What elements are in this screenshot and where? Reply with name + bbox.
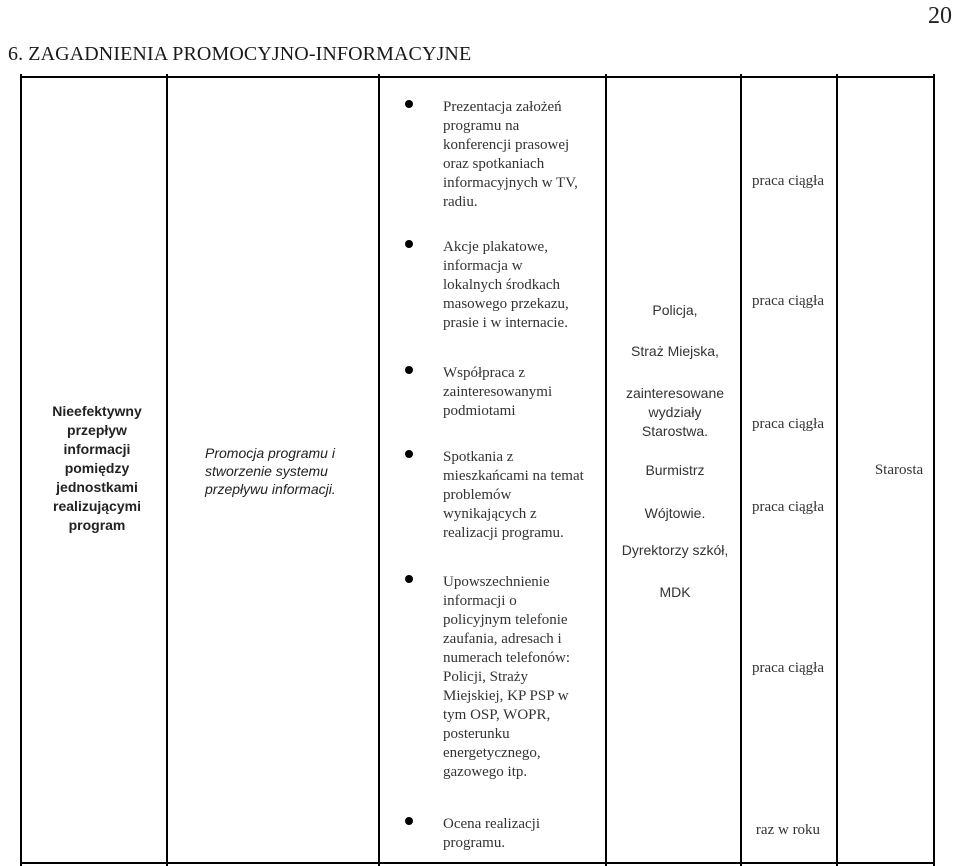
bullet-icon (405, 100, 413, 108)
problem-line: realizującymi (53, 498, 141, 514)
task-text: Upowszechnienie informacji o policyjnym telefonie zaufania, adresach i numerach telefonów: Policji, Straży Miejskiej, KP PSP w tym OSP, WOPR, posterunku energetycznego, gazowego itp. (443, 574, 571, 780)
executor-line: MDK (659, 584, 691, 600)
bullet-icon (405, 240, 413, 248)
executor-line: Straż Miejska, (631, 343, 719, 359)
term-cell: praca ciągła (751, 293, 825, 309)
section-heading: 6. ZAGADNIENIA PROMOCYJNO-INFORMACYJNE (8, 43, 472, 65)
goal-line: stworzenie systemu (205, 463, 328, 479)
problem-line: jednostkami (56, 479, 138, 495)
bullet-icon (405, 575, 413, 583)
executor-line: wydziały (648, 404, 702, 420)
bullet-icon (405, 817, 413, 825)
task-text: Akcje plakatowe, informacja w lokalnych środkach masowego przekazu, prasie i w internacie. (443, 239, 569, 331)
task-text: Współpraca z zainteresowanymi podmiotami (443, 365, 553, 419)
problem-line: informacji (63, 441, 131, 457)
problem-line: program (68, 517, 126, 533)
term-cell: praca ciągła (751, 499, 825, 515)
problem-cell (22, 402, 172, 535)
executor-line: Burmistrz (645, 462, 705, 478)
goal-line: przepływu informacji. (205, 481, 336, 497)
task-text: Prezentacja założeń programu na konferencji prasowej oraz spotkaniach informacyjnych w TV, radiu. (443, 99, 578, 210)
executor-line: Starostwa. (641, 423, 709, 439)
problem-line: pomiędzy (64, 460, 130, 476)
term-cell: praca ciągła (751, 660, 825, 676)
table-border-top (20, 76, 935, 78)
goal-line: Promocja programu i (205, 445, 335, 461)
task-text: Ocena realizacji programu. (443, 816, 541, 851)
executor-line: Dyrektorzy szkół, (621, 542, 729, 558)
executor-line: Wójtowie. (644, 505, 706, 521)
executor-line: zainteresowane (625, 385, 725, 401)
goal-cell (205, 444, 370, 498)
problem-line: przepływ (67, 422, 127, 438)
task-text: Spotkania z mieszkańcami na temat problemów wynikających z realizacji programu. (443, 449, 584, 541)
table-border-bottom (20, 862, 935, 864)
plan-table (0, 74, 960, 866)
responsible-cell: Starosta (874, 462, 924, 478)
term-cell: praca ciągła (751, 173, 825, 189)
bullet-icon (405, 366, 413, 374)
problem-line: Nieefektywny (52, 403, 142, 419)
executor-line: Policja, (652, 302, 698, 318)
term-cell: raz w roku (755, 822, 821, 838)
bullet-icon (405, 450, 413, 458)
page-number: 20 (928, 3, 952, 29)
term-cell: praca ciągła (751, 416, 825, 432)
column-divider (378, 74, 380, 866)
